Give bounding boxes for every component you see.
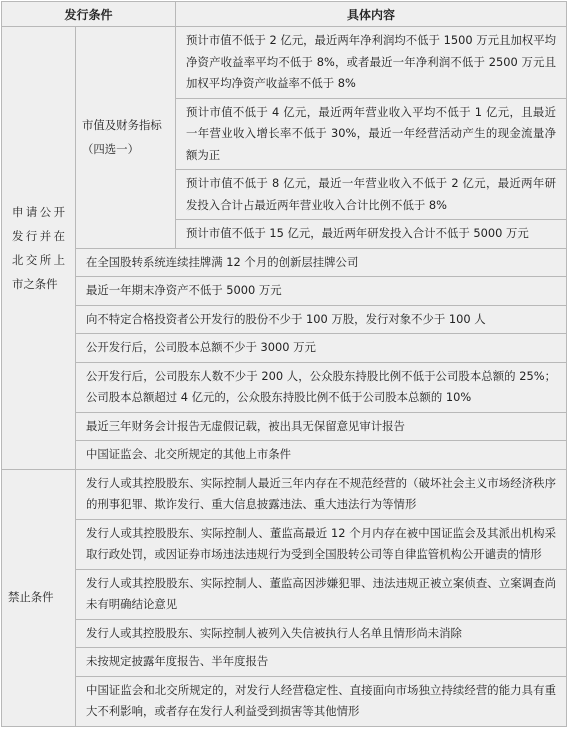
table-row: [2, 619, 567, 648]
prohibited-conditions-label: 禁止条件: [8, 589, 54, 604]
listing-conditions-label: 申请公开发行并在北交所上市之条件: [12, 204, 65, 291]
listing-condition-7: 中国证监会、北交所规定的其他上市条件: [86, 447, 292, 461]
prohibited-item-cell: [76, 519, 567, 569]
header-content: 具体内容: [176, 2, 567, 27]
listing-condition-cell: [76, 277, 567, 306]
listing-conditions-page: [1, 1, 566, 746]
table-row: [2, 305, 567, 334]
table-row: [2, 27, 567, 99]
listing-conditions-table: [1, 1, 567, 727]
table-row: [2, 248, 567, 277]
finance-option-cell: [176, 98, 567, 170]
listing-condition-4: 公开发行后，公司股本总额不少于 3000 万元: [86, 340, 316, 354]
listing-condition-1: 在全国股转系统连续挂牌满 12 个月的创新层挂牌公司: [86, 254, 359, 269]
table-row: [2, 441, 567, 470]
finance-option-cell: [176, 27, 567, 99]
table-row: [2, 569, 567, 619]
table-header-row: [2, 2, 567, 27]
listing-condition-cell: [76, 362, 567, 412]
table-row: [2, 362, 567, 412]
listing-condition-cell: [76, 248, 567, 277]
listing-condition-5: 公开发行后，公司股东人数不少于 200 人，公众股东持股比例不低于公司股本总额的 25%；公司股本总额超过 4 亿元的，公众股东持股比例不低于公司股本总额的 10%: [86, 368, 557, 404]
finance-option-2: 预计市值不低于 4 亿元，最近两年营业收入平均不低于 1 亿元，且最近一年营业收入增长率不低于 30%，最近一年经营活动产生的现金流量净额为正: [186, 104, 557, 162]
finance-option-cell: [176, 220, 567, 249]
listing-condition-cell: [76, 334, 567, 363]
table-row: [2, 519, 567, 569]
prohibited-label-cell: [2, 469, 76, 726]
finance-option-4: 预计市值不低于 15 亿元，最近两年研发投入合计不低于 5000 万元: [186, 226, 529, 240]
prohibited-item-cell: [76, 676, 567, 726]
listing-condition-3: 向不特定合格投资者公开发行的股份不少于 100 万股，发行对象不少于 100 人: [86, 311, 486, 326]
listing-conditions-label-cell: [2, 27, 76, 470]
prohibited-item-cell: [76, 569, 567, 619]
listing-condition-2: 最近一年期末净资产不低于 5000 万元: [86, 283, 282, 297]
finance-option-1: 预计市值不低于 2 亿元，最近两年净利润均不低于 1500 万元且加权平均净资产收益率平均不低于 8%，或者最近一年净利润不低于 2500 万元且加权平均净资产收益率不低于 8%: [186, 33, 557, 90]
listing-condition-6: 最近三年财务会计报告无虚假记载，被出具无保留意见审计报告: [86, 418, 405, 433]
prohibited-item-4: 发行人或其控股股东、实际控制人被列入失信被执行人名单且情形尚未消除: [86, 625, 462, 640]
prohibited-item-cell: [76, 619, 567, 648]
table-row: [2, 277, 567, 306]
listing-condition-cell: [76, 441, 567, 470]
finance-option-3: 预计市值不低于 8 亿元，最近一年营业收入不低于 2 亿元，最近两年研发投入合计占最近两年营业收入合计比例不低于 8%: [186, 176, 557, 212]
finance-option-cell: [176, 170, 567, 220]
table-row: [2, 648, 567, 677]
prohibited-item-5: 未按规定披露年度报告、半年度报告: [86, 654, 269, 668]
header-condition: 发行条件: [2, 2, 176, 27]
listing-condition-cell: [76, 412, 567, 441]
finance-indicator-label: 市值及财务指标（四选一）: [82, 118, 162, 157]
prohibited-item-3: 发行人或其控股股东、实际控制人、董监高因涉嫌犯罪、违法违规正被立案侦查、立案调查尚未有明确结论意见: [86, 575, 557, 611]
prohibited-item-1: 发行人或其控股股东、实际控制人最近三年内存在不规范经营的（破坏社会主义市场经济秩序的刑事犯罪、欺诈发行、重大信息披露违法、重大违法行为等情形: [86, 475, 557, 511]
prohibited-item-cell: [76, 648, 567, 677]
prohibited-item-6: 中国证监会和北交所规定的，对发行人经营稳定性、直接面向市场独立持续经营的能力具有重大不利影响，或者存在发行人利益受到损害等其他情形: [86, 682, 557, 718]
table-row: [2, 676, 567, 726]
prohibited-item-2: 发行人或其控股股东、实际控制人、董监高最近 12 个月内存在被中国证监会及其派出机构采取行政处罚，或因证券市场违法违规行为受到全国股转公司等自律监管机构公开谴责的情形: [86, 525, 557, 561]
table-row: [2, 412, 567, 441]
listing-condition-cell: [76, 305, 567, 334]
prohibited-item-cell: [76, 469, 567, 519]
finance-label-cell: [76, 27, 176, 249]
table-row: [2, 469, 567, 519]
table-row: [2, 334, 567, 363]
